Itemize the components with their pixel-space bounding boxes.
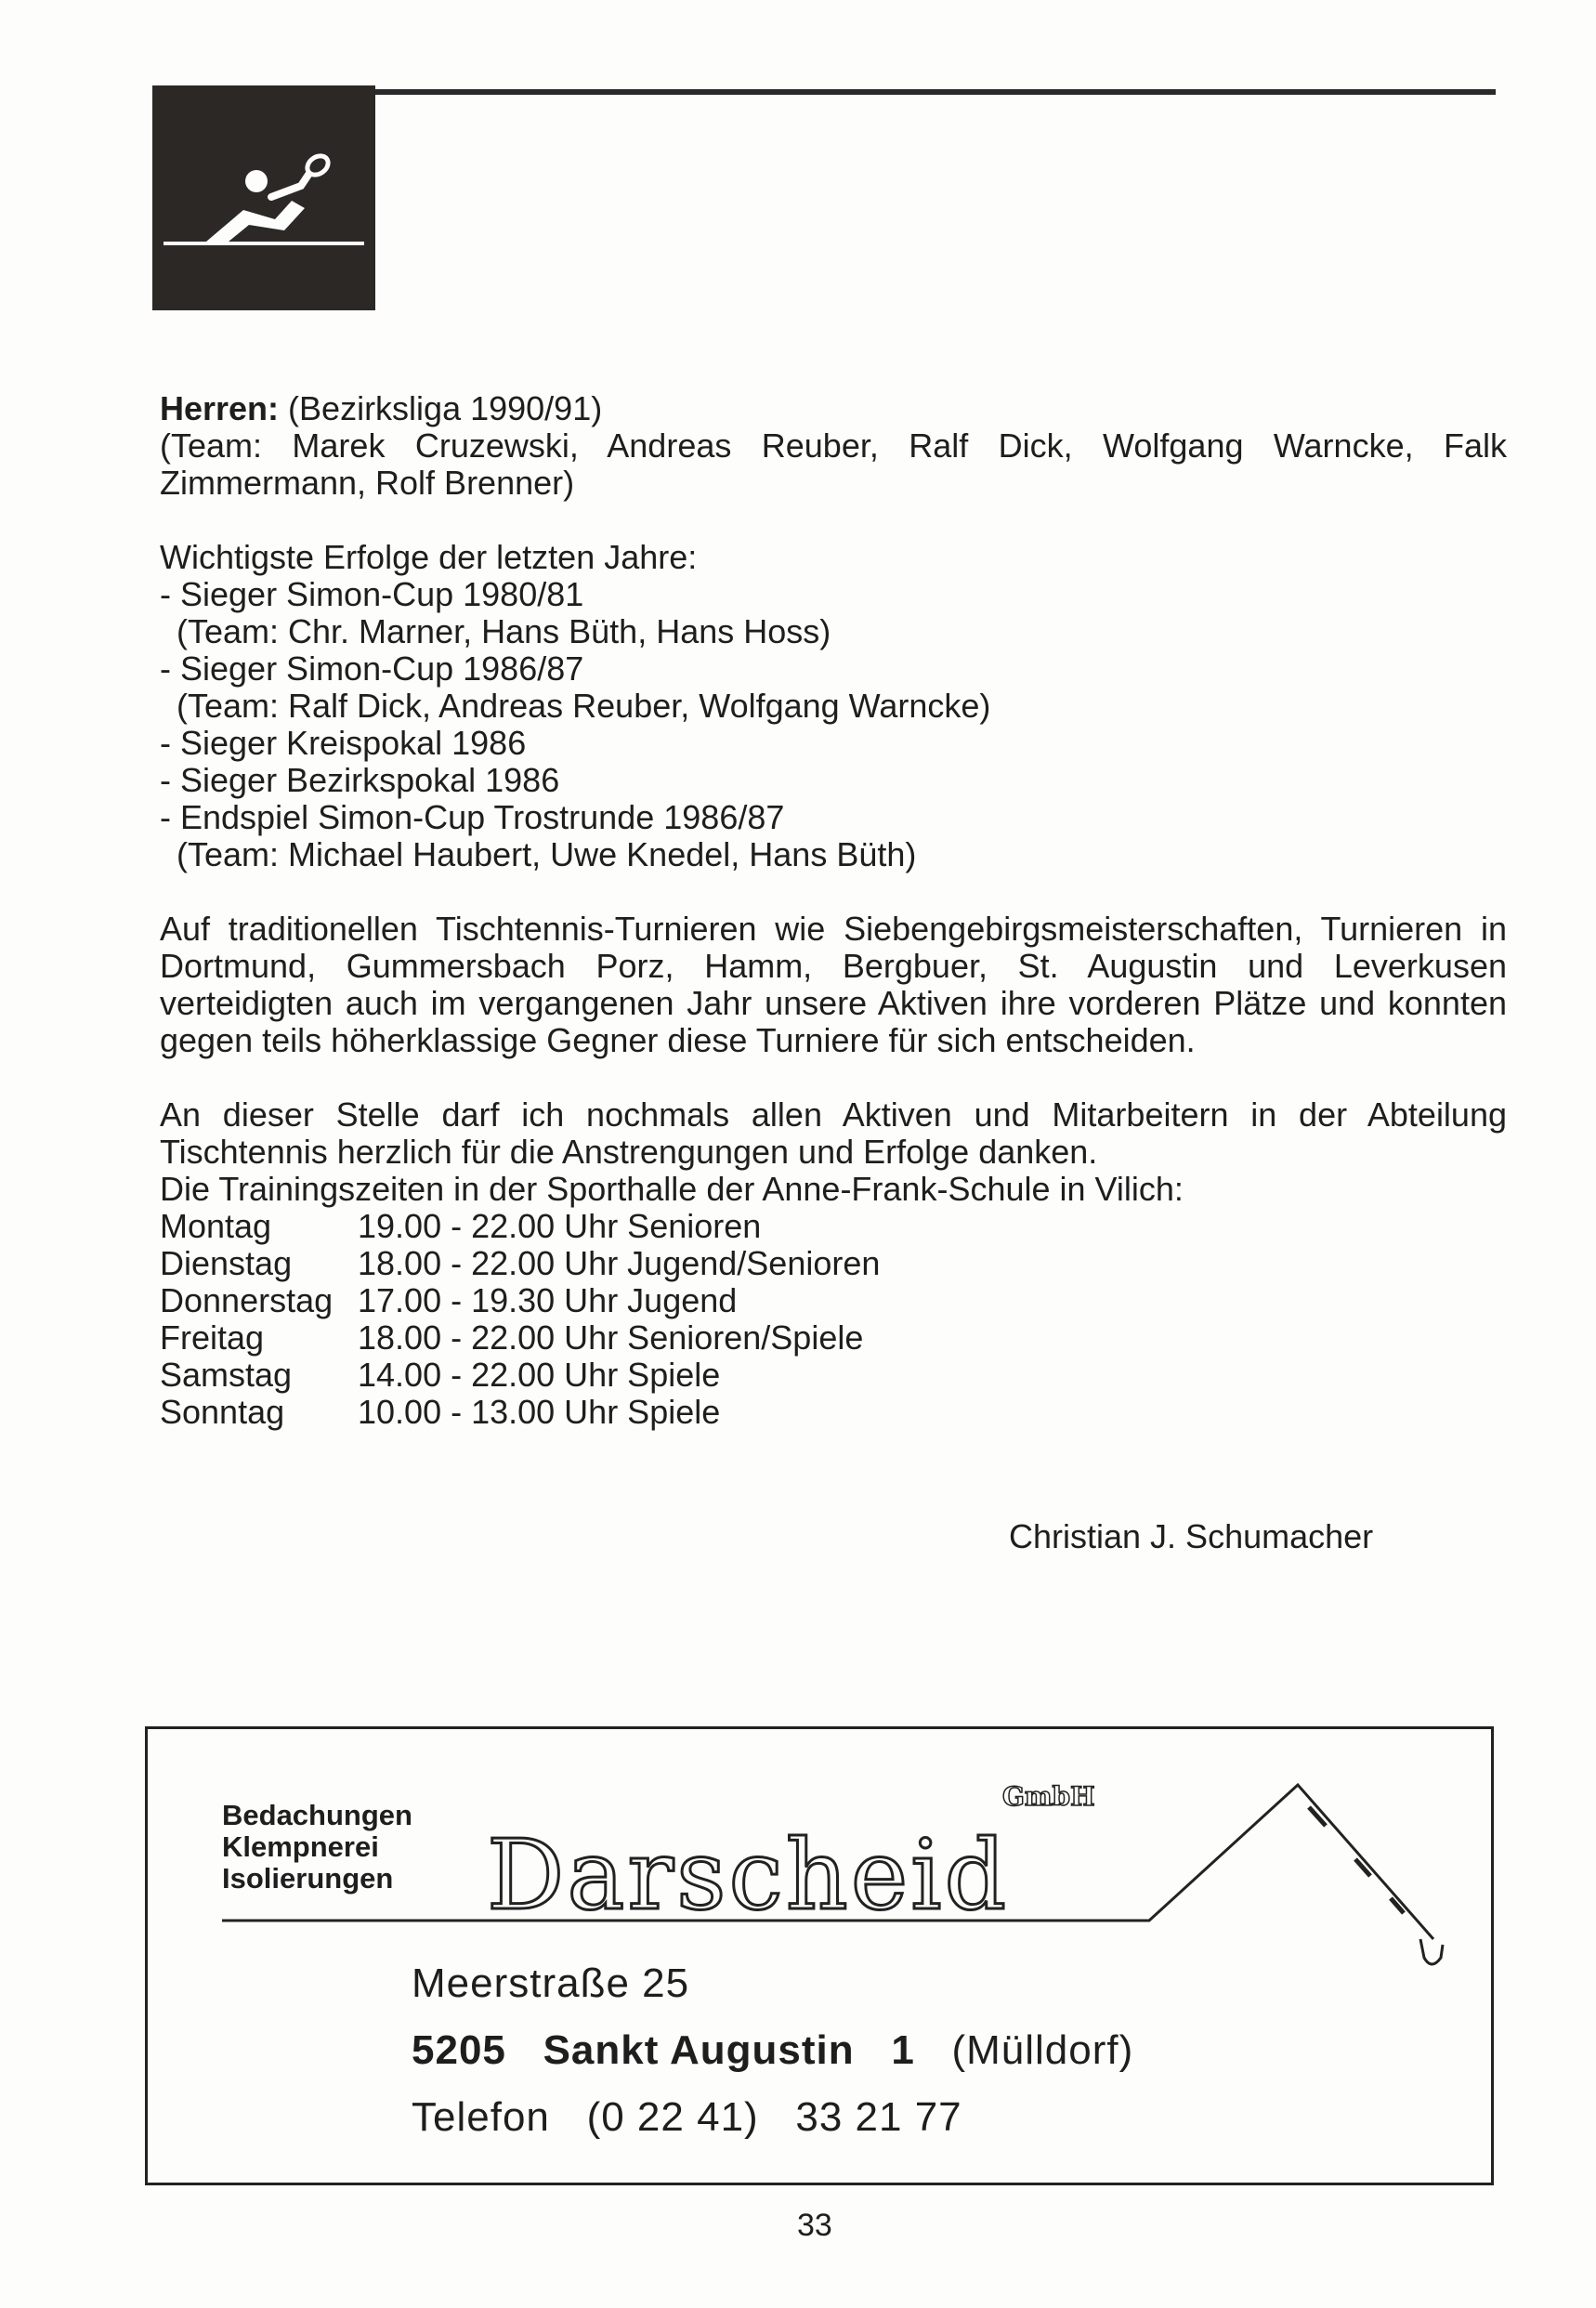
advertisement bbox=[145, 1726, 1494, 2185]
schedule-day: Samstag bbox=[160, 1356, 293, 1394]
success-item: - Sieger Simon-Cup 1986/87 bbox=[160, 649, 584, 688]
schedule-time: 19.00 - 22.00 Uhr Senioren bbox=[358, 1207, 762, 1245]
district: (Mülldorf) bbox=[951, 2027, 1134, 2073]
schedule-row bbox=[160, 1245, 880, 1282]
schedule-time: 18.00 - 22.00 Uhr Senioren/Spiele bbox=[358, 1318, 864, 1357]
success-item: - Endspiel Simon-Cup Trostrunde 1986/87 bbox=[160, 798, 785, 836]
heading-league: (Bezirksliga 1990/91) bbox=[279, 389, 603, 427]
service-item: Klempnerei bbox=[222, 1830, 379, 1863]
services-list bbox=[222, 1800, 412, 1895]
training-intro: Die Trainingszeiten in der Sporthalle der Anne-Frank-Schule in Vilich: bbox=[160, 1170, 1184, 1208]
company-suffix: GmbH bbox=[1002, 1781, 1095, 1812]
schedule-day: Montag bbox=[160, 1207, 272, 1245]
schedule-row bbox=[160, 1357, 880, 1394]
schedule-day: Sonntag bbox=[160, 1393, 285, 1431]
page-number: 33 bbox=[797, 2208, 832, 2243]
author-signature: Christian J. Schumacher bbox=[1009, 1517, 1374, 1555]
company-name: Darscheid bbox=[487, 1818, 1010, 1932]
team-heading bbox=[160, 390, 1507, 427]
success-item: - Sieger Bezirkspokal 1986 bbox=[160, 761, 560, 799]
schedule-row bbox=[160, 1394, 880, 1431]
success-team: (Team: Chr. Marner, Hans Büth, Hans Hoss) bbox=[177, 612, 831, 650]
city-line bbox=[412, 2028, 1133, 2073]
schedule-day: Donnerstag bbox=[160, 1281, 334, 1319]
street-address: Meerstraße 25 bbox=[412, 1960, 690, 2006]
success-team: (Team: Ralf Dick, Andreas Reuber, Wolfgang Warncke) bbox=[177, 687, 991, 725]
schedule-time: 14.00 - 22.00 Uhr Spiele bbox=[358, 1356, 721, 1394]
schedule-time: 17.00 - 19.30 Uhr Jugend bbox=[358, 1281, 738, 1319]
team-members: (Team: Marek Cruzewski, Andreas Reuber, Ralf Dick, Wolfgang Warncke, Falk Zimmermann, Rolf Brenner) bbox=[160, 426, 1507, 502]
service-item: Isolierungen bbox=[222, 1862, 394, 1895]
schedule-day: Freitag bbox=[160, 1318, 265, 1357]
district-number: 1 bbox=[891, 2027, 915, 2073]
phone-area-code: (0 22 41) bbox=[586, 2094, 759, 2140]
success-item: - Sieger Simon-Cup 1980/81 bbox=[160, 575, 584, 613]
schedule-row bbox=[160, 1319, 880, 1357]
tournaments-paragraph: Auf traditionellen Tischtennis-Turnieren wie Siebengebirgsmeisterschaften, Turnieren in Dortmund, Gummersbach Porz, Hamm, Bergbuer, St. Augustin und Leverkusen verteidigten auch im vergangenen Jahr unsere Aktiven ihre vorderen Plätze und konnten gegen teils höherklassige Gegner diese Turniere für sich entscheiden. bbox=[160, 910, 1507, 1059]
postcode: 5205 bbox=[412, 2027, 506, 2073]
schedule-row bbox=[160, 1208, 880, 1245]
phone-line bbox=[412, 2095, 962, 2140]
success-item: - Sieger Kreispokal 1986 bbox=[160, 724, 527, 762]
successes-intro: Wichtigste Erfolge der letzten Jahre: bbox=[160, 538, 698, 576]
thanks-paragraph: An dieser Stelle darf ich nochmals allen Aktiven und Mitarbeitern in der Abteilung Tischtennis herzlich für die Anstrengungen und Erfolge danken. bbox=[160, 1095, 1507, 1171]
phone-label: Telefon bbox=[412, 2094, 550, 2140]
schedule-row bbox=[160, 1282, 880, 1319]
heading-label: Herren: bbox=[160, 389, 280, 427]
service-item: Bedachungen bbox=[222, 1799, 412, 1831]
schedule-time: 18.00 - 22.00 Uhr Jugend/Senioren bbox=[358, 1244, 881, 1282]
table-tennis-player-icon bbox=[152, 85, 375, 310]
city: Sankt Augustin bbox=[543, 2027, 855, 2073]
success-team: (Team: Michael Haubert, Uwe Knedel, Hans Büth) bbox=[177, 835, 917, 873]
schedule-day: Dienstag bbox=[160, 1244, 293, 1282]
phone-number: 33 21 77 bbox=[795, 2094, 962, 2140]
training-schedule bbox=[160, 1208, 880, 1431]
article-body bbox=[160, 390, 1507, 1431]
schedule-time: 10.00 - 13.00 Uhr Spiele bbox=[358, 1393, 721, 1431]
